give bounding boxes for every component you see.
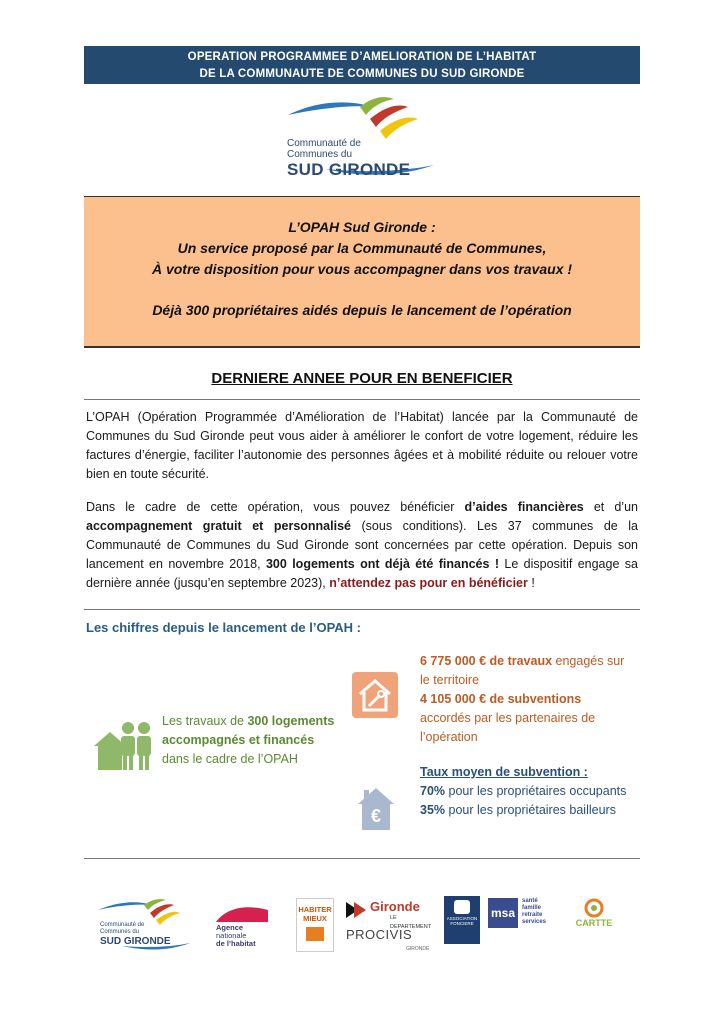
- msa-logo: msa santé famille retraite services: [488, 898, 558, 938]
- sud-gironde-logo: [286, 93, 436, 185]
- logo-line-1: Communauté de: [287, 138, 361, 149]
- banner-line-1: OPERATION PROGRAMMEE D’AMELIORATION DE L’HABITAT: [187, 51, 537, 63]
- highlight-line-2: Un service proposé par la Communauté de Communes,: [177, 240, 547, 256]
- details-paragraph: Dans le cadre de cette opération, vous pouvez bénéficier d’aides financières et d’un accompagnement gratuit et personnalisé (sous conditions). Les 37 communes de la Communauté de Communes du Sud Gironde sont concernées par cette opération. Depuis son lancement en novembre 2018, 300 logements ont déjà été financés ! Le dispositif engage sa dernière année (jusqu’en septembre 2023), n’attendez pas pour en bénéficier !: [86, 500, 639, 590]
- highlight-line-1: L’OPAH Sud Gironde :: [288, 219, 436, 235]
- house-tools-icon: [352, 672, 398, 718]
- sud-gironde-small-logo: Communauté de Communes du SUD GIRONDE: [96, 896, 192, 954]
- association-logo: ASSOCIATION FONCIERE: [444, 896, 480, 944]
- stats-title: Les chiffres depuis le lancement de l’OPAH :: [86, 620, 361, 635]
- divider: [84, 399, 640, 400]
- highlight-line-3: À votre disposition pour vous accompagner dans vos travaux !: [151, 261, 573, 277]
- housing-stat: Les travaux de 300 logements accompagnés et financés dans le cadre de l’OPAH: [162, 714, 335, 766]
- emphasis-300-financed: 300 logements ont déjà été financés !: [265, 557, 500, 571]
- banner-line-2: DE LA COMMUNAUTE DE COMMUNES DU SUD GIRONDE: [199, 68, 525, 80]
- logo-line-3: SUD GIRONDE: [287, 160, 411, 179]
- divider: [84, 609, 640, 610]
- habiter-mieux-logo: HABITER MIEUX: [296, 898, 334, 952]
- anah-logo: Agence nationale de l’habitat: [212, 904, 272, 948]
- works-stat: 6 775 000 € de travaux engagés sur le territoire 4 105 000 € de subventions accordés par les partenaires de l’opération: [420, 654, 625, 744]
- emphasis-free-support: accompagnement gratuit et personnalisé: [86, 519, 351, 533]
- svg-text:€: €: [370, 806, 382, 826]
- people-house-icon: [92, 720, 154, 772]
- highlight-line-4: Déjà 300 propriétaires aidés depuis le lancement de l’opération: [152, 302, 572, 318]
- divider: [84, 858, 640, 859]
- gironde-procivis-logo: Gironde LE DEPARTEMENT PROCIVIS GIRONDE: [346, 899, 432, 952]
- subsidy-rate-stat: Taux moyen de subvention : 70% pour les propriétaires occupants 35% pour les propriétaires bailleurs: [420, 763, 630, 820]
- emphasis-call-to-action: n’attendez pas pour en bénéficier: [329, 576, 528, 590]
- intro-paragraph: L’OPAH (Opération Programmée d’Amélioration de l’Habitat) lancée par la Communauté de Communes du Sud Gironde peut vous aider à améliorer le confort de votre logement, réduire les factures d’énergie, faciliter l’autonomie des personnes âgées et à mobilité réduite ou relouer votre bien en toute sécurité.: [86, 410, 638, 481]
- partner-logos: [96, 890, 636, 960]
- page-headline: DERNIERE ANNEE POUR EN BENEFICIER: [211, 370, 513, 387]
- house-euro-icon: [356, 784, 396, 832]
- highlight-box: [84, 196, 640, 348]
- subsidy-rate-title: Taux moyen de subvention :: [420, 765, 588, 779]
- header-banner: [84, 46, 640, 84]
- emphasis-financial-aid: d’aides financières: [464, 500, 584, 514]
- cartte-logo: CARTTE: [572, 898, 616, 944]
- logo-line-2: Communes du: [287, 148, 353, 160]
